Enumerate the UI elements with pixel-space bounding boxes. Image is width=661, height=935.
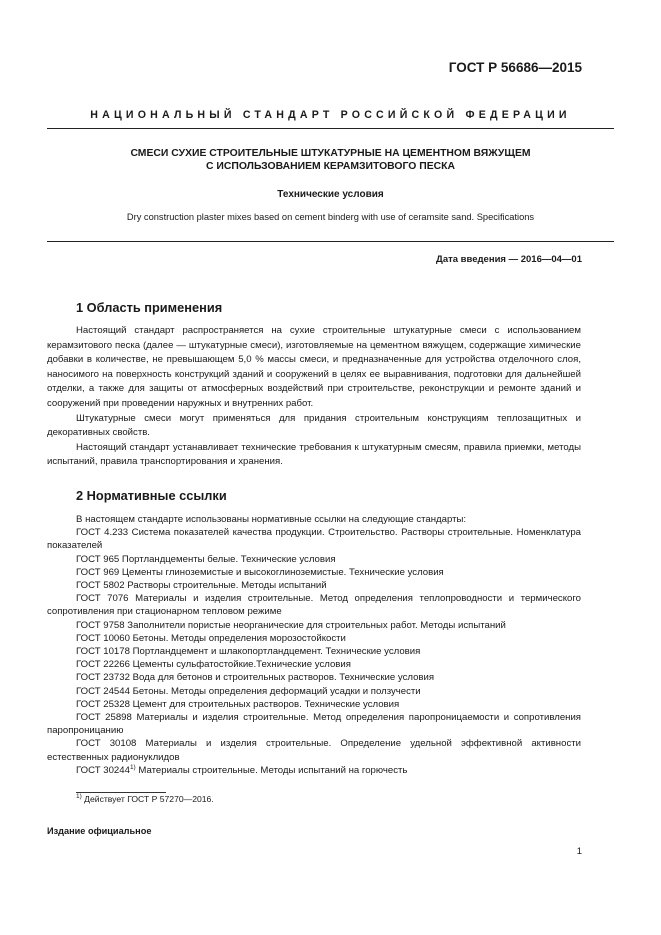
reference-code: ГОСТ 10178 [76,646,130,658]
reference-code: ГОСТ 25328 [76,698,130,710]
reference-item [47,632,581,645]
reference-title: Бетоны. Методы определения морозостойкости [129,632,346,644]
document-number: ГОСТ Р 56686—2015 [448,60,582,75]
reference-title: Бетоны. Методы определения деформаций усадки и ползучести [129,685,421,697]
reference-code: ГОСТ 22266 [76,659,130,671]
reference-item [47,553,581,566]
paragraph: Штукатурные смеси могут применяться для придания строительным конструкциям теплозащитных и декоративных свойств. [47,412,581,439]
reference-code: ГОСТ 7076 [76,593,129,605]
reference-item [47,658,581,671]
reference-item [47,737,581,763]
reference-code: ГОСТ 965 [76,553,120,565]
reference-code: ГОСТ 10060 [76,632,130,644]
footnote-marker: 1) [129,763,136,771]
reference-code: ГОСТ 4.233 [76,527,129,539]
reference-item [47,671,581,684]
reference-title: Система показателей качества продукции. Строительство. Растворы строительные. Номенклатура показателей [47,527,582,552]
reference-code: ГОСТ 24544 [76,685,130,697]
reference-code: ГОСТ 5802 [76,580,125,592]
reference-code: ГОСТ 9758 [76,619,125,631]
effective-date: Дата введения — 2016—04—01 [436,254,582,265]
reference-item [47,711,581,737]
national-standard-banner: НАЦИОНАЛЬНЫЙ СТАНДАРТ РОССИЙСКОЙ ФЕДЕРАЦИИ [90,109,571,121]
title-rule [47,241,614,242]
reference-code: ГОСТ 969 [76,566,120,578]
reference-item [47,526,581,552]
reference-title: Портландцементы белые. Технические условия [119,553,336,565]
reference-title: Материалы и изделия строительные. Метод определения теплопроводности и термического сопротивления при стационарном тепловом режиме [47,593,581,618]
paragraph: Настоящий стандарт распространяется на сухие строительные штукатурные смеси с использованием керамзитового песка (далее — штукатурные смеси), изготовляемые на цементном вяжущем, содержащие химические добавки в количестве, не превышающем 5,0 % массы смеси, и предназначенные для устройства отделочного слоя, наносимого на поверхность конструкций зданий и сооружений в целях ее выравнивания, подготовки для дальнейшей отделки, а также для защиты от атмосферных воздействий при строительстве, реконструкции и ремонте зданий и сооружений при проведении наружных и внутренних работ. [47,325,581,409]
reference-title: Цементы глиноземистые и высокоглиноземистые. Технические условия [119,566,444,578]
reference-title: Материалы строительные. Методы испытаний на горючесть [135,764,408,776]
reference-item [47,619,581,632]
document-title [47,148,614,173]
page-number: 1 [576,846,582,857]
reference-item [47,566,581,579]
document-subtitle: Технические условия [277,189,384,200]
reference-item [47,698,581,711]
official-edition-label: Издание официальное [47,826,152,836]
paragraph: Настоящий стандарт устанавливает технические требования к штукатурным смесям, правила приемки, методы испытаний, правила транспортирования и хранения. [47,441,581,468]
references-list [47,513,581,777]
reference-item [47,645,581,658]
reference-title: Цемент для строительных растворов. Технические условия [129,698,400,710]
header-rule [47,128,614,129]
reference-title: Растворы строительные. Методы испытаний [124,580,327,592]
reference-title: Заполнители пористые неорганические для строительных работ. Методы испытаний [124,619,506,631]
reference-title: Материалы и изделия строительные. Определение удельной эффективной активности естественных радионуклидов [47,738,581,763]
reference-title: Вода для бетонов и строительных растворов. Технические условия [129,672,435,684]
reference-title: Материалы и изделия строительные. Метод определения паропроницаемости и сопротивления паропроницанию [47,712,582,737]
footnote-rule [76,792,166,793]
english-title: Dry construction plaster mixes based on cement binderg with use of ceramsite sand. Specifications [126,212,535,222]
footnote [76,794,214,804]
section-1-body [47,324,581,470]
reference-code: ГОСТ 30244 [76,764,130,776]
title-line-1: СМЕСИ СУХИЕ СТРОИТЕЛЬНЫЕ ШТУКАТУРНЫЕ НА ЦЕМЕНТНОМ ВЯЖУЩЕМ [130,148,531,159]
title-line-2: С ИСПОЛЬЗОВАНИЕМ КЕРАМЗИТОВОГО ПЕСКА [206,160,455,172]
section-1-heading: 1 Область применения [76,300,223,315]
reference-item [47,579,581,592]
reference-item [47,592,581,618]
reference-code: ГОСТ 25898 [76,712,132,724]
reference-title: Цементы сульфатостойкие.Технические условия [129,659,351,671]
section-2-heading: 2 Нормативные ссылки [76,488,227,503]
reference-item [47,764,581,777]
references-intro: В настоящем стандарте использованы нормативные ссылки на следующие стандарты: [76,514,467,525]
reference-code: ГОСТ 23732 [76,672,130,684]
footnote-text: Действует ГОСТ Р 57270—2016. [81,794,214,804]
footnote-marker: 1) [76,793,82,801]
reference-item [47,685,581,698]
reference-code: ГОСТ 30108 [76,738,137,750]
reference-title: Портландцемент и шлакопортландцемент. Технические условия [129,646,421,658]
